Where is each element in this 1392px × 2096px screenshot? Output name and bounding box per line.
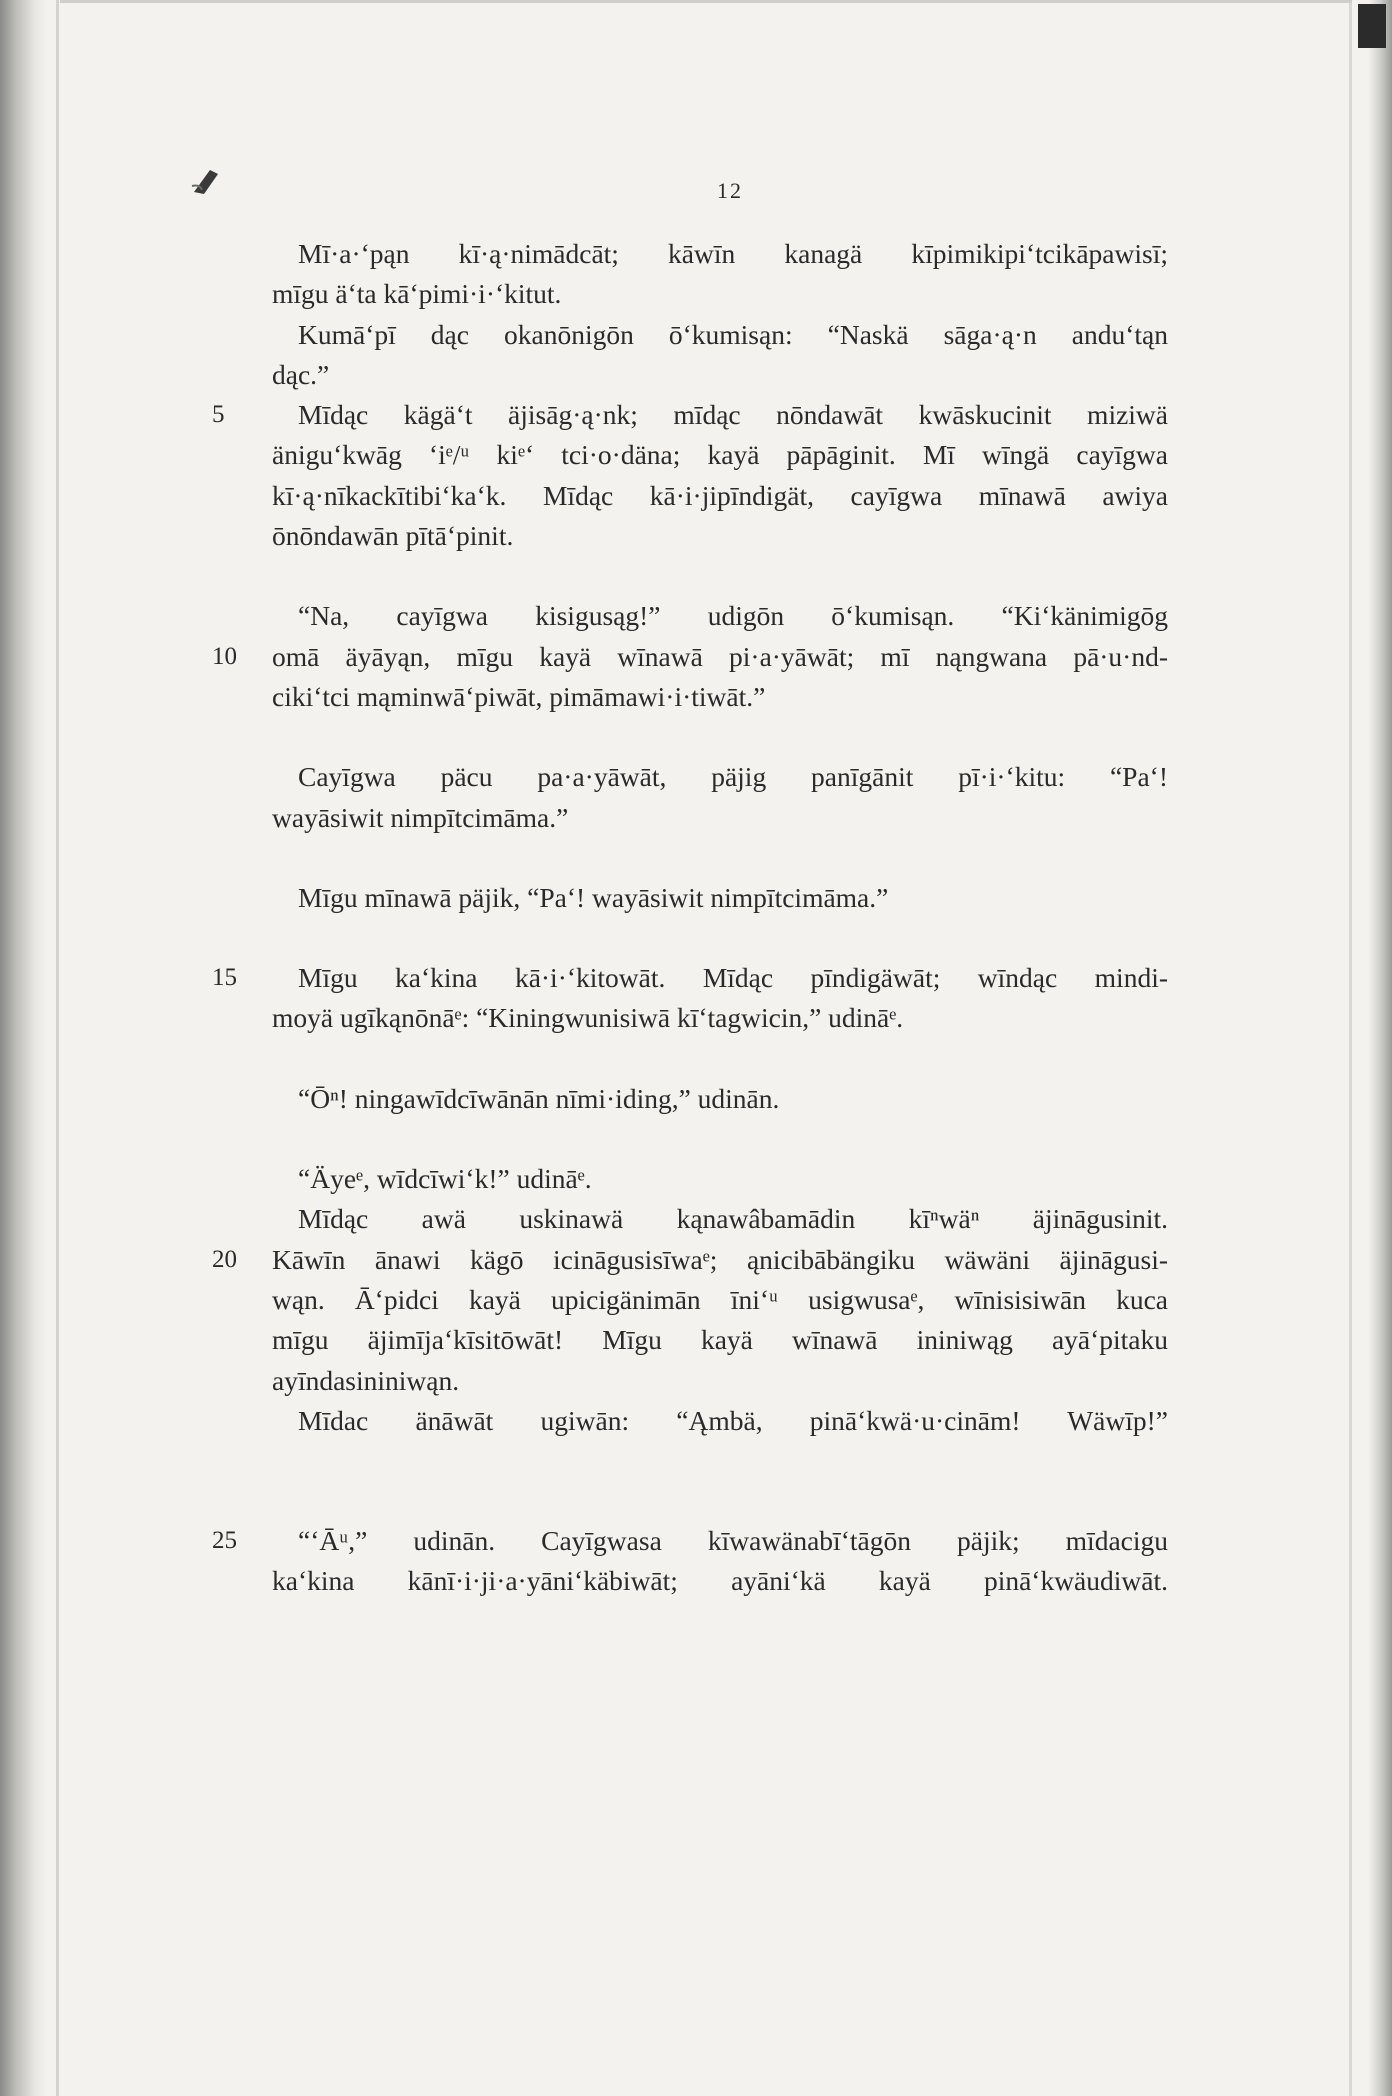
text-line: mīgu äjimījaʻkīsitōwāt! Mīgu kayä wīnawā ininiwąg ayāʻpitaku bbox=[272, 1324, 1168, 1356]
text-line: wayāsiwit nimpītcimāma.” bbox=[272, 801, 569, 833]
line-number: 20 bbox=[212, 1245, 237, 1273]
text-line: 25 “ʻĀᵘ,” udinān. Cayīgwasa kīwawänabīʻtāgōn päjik; mīdacigu bbox=[272, 1521, 1168, 1561]
scan-line-right bbox=[1349, 0, 1352, 2096]
text-line: wąn. Āʻpidci kayä upicigänimān īniʻᵘ usigwusaᵉ, wīnisisiwān kuca bbox=[272, 1283, 1168, 1315]
text-line: ayīndasininiwąn. bbox=[272, 1364, 460, 1396]
paragraph-gap bbox=[272, 1481, 1168, 1521]
corner-mark bbox=[1358, 4, 1386, 48]
paragraph-gap bbox=[272, 918, 1168, 958]
scan-edge-left bbox=[0, 0, 46, 2096]
line-number: 15 bbox=[212, 964, 237, 992]
paragraph-gap bbox=[272, 1441, 1168, 1481]
text-line: “Äyeᵉ, wīdcīwiʻk!” udināᵉ. bbox=[298, 1163, 592, 1195]
text-line: ōnōndawān pītāʻpinit. bbox=[272, 520, 514, 552]
text-line: moyä ugīkąnōnāᵉ: “Kiningwunisiwā kīʻtagwicin,” udināᵉ. bbox=[272, 1002, 904, 1034]
paragraph-gap bbox=[272, 1039, 1168, 1079]
paragraph-gap bbox=[272, 838, 1168, 878]
text-line: mīgu äʻta kāʻpimi·i·ʻkitut. bbox=[272, 278, 562, 310]
paragraph-gap bbox=[272, 717, 1168, 757]
text-line: 20 Kāwīn ānawi kägō icināgusisīwaᵉ; ąnicibābängiku wäwäni äjināgusi- bbox=[272, 1240, 1168, 1280]
text-line: “Ōⁿ! ningawīdcīwānān nīmi·iding,” udinān. bbox=[298, 1082, 780, 1114]
text-line: kaʻkina kānī·i·ji·a·yāniʻkäbiwāt; ayāniʻkä kayä pināʻkwäudiwāt. bbox=[272, 1565, 1168, 1597]
paragraph-gap bbox=[272, 1119, 1168, 1159]
text-line: 5 Mīdąc kägäʻt äjisāg·ą·nk; mīdąc nōndawāt kwāskucinit miziwä bbox=[272, 395, 1168, 435]
text-line: 15 Mīgu kaʻkina kā·i·ʻkitowāt. Mīdąc pīndigäwāt; wīndąc mindi- bbox=[272, 958, 1168, 998]
text-line: kī·ą·nīkackītibiʻkaʻk. Mīdąc kā·i·jipīndigät, cayīgwa mīnawā awiya bbox=[272, 479, 1168, 511]
line-number: 10 bbox=[212, 642, 237, 670]
stray-ink-mark bbox=[190, 166, 224, 196]
text-line: 10 omā äyāyąn, mīgu kayä wīnawā pi·a·yāwāt; mī nąngwana pā·u·nd- bbox=[272, 637, 1168, 677]
page-number: 12 bbox=[717, 178, 743, 203]
text-line: änigu‘kwāg ‘iᵉ/ᵘ kiᵉʻ tci·o·däna; kayä pāpāginit. Mī wīngä cayīgwa bbox=[272, 439, 1168, 471]
page-body bbox=[212, 234, 1168, 1602]
text-line: dąc.” bbox=[272, 358, 330, 390]
text-line: Mī·a·ʻpąn kī·ą·nimādcāt; kāwīn kanagä kīpimikipiʻtcikāpawisī; bbox=[298, 238, 1168, 269]
line-number: 25 bbox=[212, 1527, 237, 1555]
text-line: Mīgu mīnawā päjik, “Paʻ! wayāsiwit nimpītcimāma.” bbox=[298, 881, 889, 913]
scan-edge-right bbox=[1368, 0, 1392, 2096]
text-line: “Na, cayīgwa kisigusąg!” udigōn ōʻkumisąn. “Kiʻkänimigōg bbox=[298, 600, 1168, 632]
text-line: cikiʻtci mąminwāʻpiwāt, pimāmawi·i·tiwāt.” bbox=[272, 680, 766, 712]
scan-line-left bbox=[56, 0, 59, 2096]
line-number: 5 bbox=[212, 401, 225, 429]
text-line: Kumāʻpī dąc okanōnigōn ōʻkumisąn: “Naskä sāga·ą·n anduʻtąn bbox=[298, 318, 1168, 350]
text-line: Mīdąc awä uskinawä kąnawâbamādin kīⁿwäⁿ äjināgusinit. bbox=[298, 1203, 1168, 1235]
text-line: Mīdac änāwāt ugiwān: “Ąmbä, pināʻkwä·u·cinām! Wäwīp!” bbox=[298, 1404, 1168, 1436]
paragraph-gap bbox=[272, 556, 1168, 596]
top-rule bbox=[60, 0, 1352, 3]
text-line: Cayīgwa päcu pa·a·yāwāt, päjig panīgānit pī·i·ʻkitu: “Paʻ! bbox=[298, 761, 1168, 793]
